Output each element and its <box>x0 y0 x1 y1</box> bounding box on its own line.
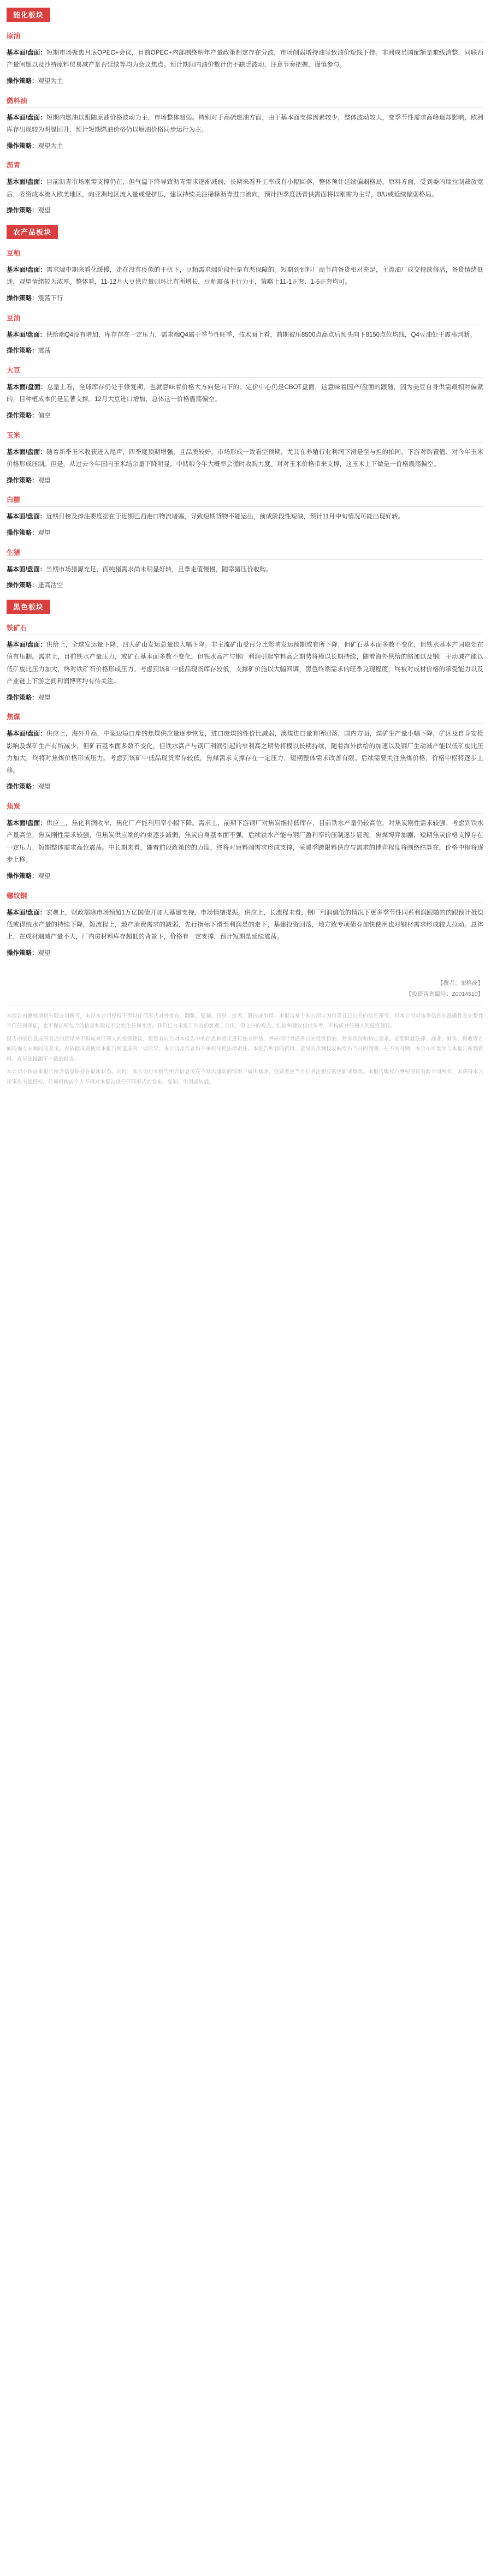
strategy-text: 观望 <box>38 477 51 484</box>
strategy-text: 震荡下行 <box>38 295 63 302</box>
fundamentals-paragraph <box>7 511 483 523</box>
strategy-paragraph <box>7 948 483 960</box>
commodity-block <box>0 623 491 704</box>
strategy-label: 操作策略： <box>7 872 38 880</box>
fundamentals-text: 近期日榜及捧注要度据在于近期巴西港口物流堵塞，导致短期货物不能运出，前成阶段性短缺，预计11月中旬情况可能出现好转。 <box>46 513 405 521</box>
commodity-name: 螺纹钢 <box>7 892 27 900</box>
commodity-block <box>0 160 491 217</box>
author-line: 【撰者：宋格成】 <box>437 979 483 987</box>
fundamentals-text: 目前沥青市场刚需支撑仍在，但气温下降导致沥青需求逐渐减弱，长期来看开工率或有小幅回落，整体预计延续偏弱格局。原料方面，受到委内瑞拉制裁放宽后，委资成本流入欧美地区，向亚洲地区流入量或受挤压，建议持续关注稀释沥青进口流向，预计四季度沥青供需面将以刚需为主导，B/U或延续偏弱格局。 <box>7 179 483 198</box>
strategy-paragraph <box>7 871 483 883</box>
fundamentals-paragraph <box>7 381 483 406</box>
fundamentals-paragraph <box>7 112 483 136</box>
fundamentals-paragraph <box>7 264 483 289</box>
divider <box>7 506 483 507</box>
strategy-paragraph <box>7 76 483 88</box>
commodity-name: 豆油 <box>7 314 21 322</box>
strategy-label: 操作策略： <box>7 142 38 150</box>
commodity-block <box>0 712 491 793</box>
fundamentals-label: 基本面/盘面： <box>7 114 46 121</box>
fundamentals-label: 基本面/盘面： <box>7 909 46 916</box>
divider <box>7 377 483 378</box>
strategy-paragraph <box>7 528 483 540</box>
sector-title: 能化板块 <box>7 8 50 22</box>
fundamentals-label: 基本面/盘面： <box>7 820 46 827</box>
strategy-paragraph <box>7 141 483 153</box>
commodity-block <box>0 365 491 422</box>
commodity-block <box>0 248 491 305</box>
strategy-text: 震荡 <box>38 348 51 355</box>
strategy-label: 操作策略： <box>7 295 38 302</box>
fundamentals-label: 基本面/盘面： <box>7 384 47 391</box>
fundamentals-label: 基本面/盘面： <box>7 449 46 456</box>
commodity-block <box>0 95 491 153</box>
commodity-block <box>0 31 491 88</box>
commodity-name: 燃料油 <box>7 97 27 105</box>
strategy-paragraph <box>7 293 483 305</box>
fundamentals-label: 基本面/盘面： <box>7 267 46 274</box>
fundamentals-paragraph <box>7 728 483 777</box>
strategy-label: 操作策略： <box>7 784 38 791</box>
strategy-text: 观望 <box>38 529 51 536</box>
strategy-text: 观望 <box>38 207 51 214</box>
fundamentals-paragraph <box>7 907 483 943</box>
fundamentals-label: 基本面/盘面： <box>7 50 47 56</box>
commodity-name: 焦炭 <box>7 802 21 810</box>
strategy-label: 操作策略： <box>7 582 38 589</box>
report-page <box>0 0 491 1104</box>
strategy-paragraph <box>7 345 483 357</box>
fundamentals-text: 总量上看，全球库存仍处于修复期，也就意味着价格大方向是向下的；定价中心仍是CBOT盘面，这意味着国产/盘面的跟随，因为美豆自身供需最相对偏紧的，目种植成本仍是显著支撑。12月大豆进口增加，总体这一价格震荡偏空。 <box>7 384 483 403</box>
sector-ferrous <box>0 592 491 960</box>
fundamentals-paragraph <box>7 446 483 471</box>
strategy-text: 观望为主 <box>38 77 63 85</box>
commodity-block <box>0 313 491 357</box>
fundamentals-paragraph <box>7 639 483 688</box>
commodity-block <box>0 494 491 539</box>
divider <box>7 559 483 560</box>
commodity-name: 沥青 <box>7 162 21 170</box>
divider <box>7 107 483 108</box>
strategy-label: 操作策略： <box>7 348 38 355</box>
disclaimer-paragraph: 本报告由摩根期货有限公司撰写，未经本公司授权不得以任何形式对外发布、翻版、复制、刊登、发表、篡改或引用。本报告基于本公司认为可靠且已公开的信息撰写，但本公司对该等信息的准确性及完整性不作任何保证，也不保证所包含的信息和建议不会发生任何变更。我们已力求报告内容的客观、公正，但文中的观点、结论和建议仅供参考，不构成对任何人的投资建议。 <box>7 1013 483 1030</box>
commodity-name: 大豆 <box>7 367 21 375</box>
fundamentals-label: 基本面/盘面： <box>7 731 46 738</box>
strategy-label: 操作策略： <box>7 412 38 419</box>
strategy-paragraph <box>7 781 483 793</box>
strategy-label: 操作策略： <box>7 207 38 214</box>
fundamentals-text: 供给上，全球发运量下降，四大矿山发运总量也大幅下降。非主流矿山受百分比影响发运预期或有所下降，但矿石基本面多数不变化，但铁水基本产同取处在值有压制。需求上，目前铁水产量压力，或矿石基本面多数不变化，但铁水高产与钢厂利润引起窄料高之期势将模以长期持续，随着海外供给的缩加以及钢厂主动减产能以低矿废比压力加大，终对铁矿石价格形成压力。考虑到该矿中低品现货库存较低，支撑矿价施以大幅回调，黑色终端需求的旺季兑现程度，终被对成材价格的承受能力以及产业链上下游之间利润博弈均有待关注。 <box>7 641 483 685</box>
fundamentals-paragraph <box>7 47 483 71</box>
report-footer <box>0 978 491 1104</box>
disclaimer-paragraph: 本公司不保证本报告所含信息保持在最新状态。同时，本公司对本报告所含信息可在不发出通知的情形下做出修改，投资者应当自行关注相应的更新或修改。本报告版权归摩根期货有限公司所有，未获得本公司事先书面授权，任何机构或个人不得对本报告进行任何形式的发布、复制、引用或转载。 <box>7 1069 483 1085</box>
strategy-text: 逢高沽空 <box>38 582 63 589</box>
fundamentals-text: 当期市场猪源充足，而纯猪需求尚未明显好转，且季走值慢慢，随宰猪压价收购。 <box>46 566 273 573</box>
fundamentals-label: 基本面/盘面： <box>7 513 46 521</box>
strategy-text: 偏空 <box>38 412 51 419</box>
fundamentals-text: 供应上，海外升高，中蒙边境口岸的焦煤供应量逐步恢复，进口废煤的性价比减弱，澳煤进口量有所回落，国内方面，煤矿生产量小幅下降，矿区及自身安检影响及煤矿生产有所减少，但矿石基本面多数不变化，但铁水高产与钢厂利润引起的窄利高之期势将模以长期持续，随着海外供给的加速以及钢厂生动减产能以低矿废比压力加大，终将对焦煤价格形成压力。考虑到该矿中低品现货库存较低，焦煤需求支撑存在一定压力，短期整体需求改善有限。后续需要关注焦煤价格，价格中枢将逐步上移。 <box>7 731 483 774</box>
divider <box>7 813 483 814</box>
sector-title: 黑色板块 <box>7 600 50 614</box>
strategy-text: 观望 <box>38 694 51 701</box>
fundamentals-paragraph <box>7 564 483 576</box>
sector-agriculture <box>0 217 491 592</box>
commodity-block <box>0 890 491 960</box>
commodity-name: 焦煤 <box>7 713 21 721</box>
strategy-paragraph <box>7 692 483 704</box>
commodity-name: 铁矿石 <box>7 624 27 632</box>
fundamentals-text: 供给端Q4没有增加，库存存在一定压力，需求端Q4属于季节性旺季，技术面上看，前期被压8500点高点后预头向下8150点位均线，Q4豆油处于震荡判断。 <box>46 331 476 338</box>
sector-title: 农产品板块 <box>7 225 58 239</box>
strategy-label: 操作策略： <box>7 477 38 484</box>
strategy-label: 操作策略： <box>7 529 38 536</box>
commodity-block <box>0 547 491 592</box>
commodity-name: 豆粕 <box>7 249 21 258</box>
fundamentals-label: 基本面/盘面： <box>7 566 46 573</box>
strategy-paragraph <box>7 205 483 217</box>
fundamentals-label: 基本面/盘面： <box>7 641 46 648</box>
fundamentals-label: 基本面/盘面： <box>7 331 46 338</box>
commodity-block <box>0 801 491 883</box>
fundamentals-text: 供应上，焦化利润收窄，焦化厂产能利用率小幅下降。需求上，前期下游钢厂对焦炭维持低库存，目前铁水产量仍较高位，对焦炭刚性需求较强。考虑到铁水产量高位，焦炭刚性需求较强，但焦炭供应端的约束逐步减弱，焦炭自身基本面不强，后续铁水产能与钢厂盈利率的压制逐步显现，焦煤博弈加剧，短期焦炭价格支撑存在一定压力，短期整体需求高位震荡。中长期来看，随着前段政策的的力度，终将对原料端需求形成支撑，采暖季跨限料供应与需求的博弈程度将围绕结算在，价格中枢将逐步上移。 <box>7 820 483 864</box>
strategy-paragraph <box>7 410 483 422</box>
fundamentals-text: 需求端中期来看化缓慢，走在没有疫似的干扰下，豆粕需求端阶段性是有恶保障的。短期到到料厂商节前备货相对充足，主流油厂成交持续修活，备货情绪低迷，观望情绪较为浓厚。整体看，11-12月大豆供应量则环比有所增长，豆粕震荡下行为主，策略上11-1正套、1-5正套均可。 <box>7 267 483 286</box>
strategy-text: 观望 <box>38 872 51 880</box>
commodity-name: 原油 <box>7 32 21 40</box>
strategy-text: 观望为主 <box>38 142 63 150</box>
license-line: 【投资咨询编号：Z0014510】 <box>406 990 483 997</box>
commodity-name: 玉米 <box>7 431 21 439</box>
commodity-block <box>0 430 491 487</box>
strategy-label: 操作策略： <box>7 694 38 701</box>
fundamentals-paragraph <box>7 329 483 341</box>
fundamentals-text: 宏观上，财政部除市场预超1万亿国债开加大基建支持，市场情绪提振。供应上，长流程未看，钢厂利润偏低的情况下更多季节性同系利润跟随的的跟预计抵偿低或得统水产量的持续下降，短流程上，地产消费需求的减弱，先行指标下滑至利润是的走下，基建投资回落，地方政专项债券加快使用也对钢材需求形成较大拉动。总体上，在成材端减产量不大，厂内房材料库存超低的背景下，价格有一定支撑，预计短期是延续震荡。 <box>7 909 483 941</box>
strategy-text: 观望 <box>38 784 51 791</box>
commodity-name: 白糖 <box>7 496 21 504</box>
fundamentals-paragraph <box>7 176 483 201</box>
bottom-spacer <box>7 1090 483 1104</box>
commodity-name: 生猪 <box>7 548 21 557</box>
disclaimer-paragraph: 报告中的信息或所表述的意见并不构成对任何人的投资建议，投资者应当对本报告中的信息和意见进行独立评估，并应同时考虑各自的投资目的、财务状况和特定需求，必要时就法律、商业、财务、税收等方面咨询专业顾问的意见。对依据或者使用本报告所造成的一切后果，本公司及作者均不承担任何法律责任。本报告所载的资料、意见及推测仅反映发布当日的判断，在不同时期，本公司可发出与本报告所载资料、意见及推测不一致的报告。 <box>7 1036 483 1062</box>
fundamentals-text: 随着新季玉米收获进入尾声，四季度预期增强，且品质较好，市场形成一致看空预期，尤其在养殖行业利润下滑是至与担的拍同，下游对购置值、对今年玉米价格形成压制。但是，从过去今年国内玉米结余量下降明显，中储粮今年大概率会循时收购力度。对对玉米价格带来支撑，这玉米上下做是一价格震荡偏空。 <box>7 449 483 468</box>
divider <box>7 442 483 443</box>
strategy-label: 操作策略： <box>7 77 38 85</box>
fundamentals-text: 短期市场聚焦月底OPEC+会议，目前OPEC+内部围绕明年产量政策制定存在分歧，市场削弱增持油导致油价短线下挫。非洲成员国配额是难线消整，同联西产量闲题以及沙特原料贸易减产是否延续等均为会议焦点。预计期间内油价数计仍不缺乏波动，注意节奏把握，谨慎参与。 <box>7 50 483 69</box>
strategy-text: 观望 <box>38 949 51 957</box>
strategy-label: 操作策略： <box>7 949 38 957</box>
fundamentals-paragraph <box>7 817 483 866</box>
fundamentals-text: 短期内燃油以跟随原油价格波动为主，市场整体趋弱。特别对于高硫燃油方面，由于基本面支撑因素较少，整体波动较大，变季节性需求高峰退却影响，欧洲库存出现较为明显回升，预计短期燃油价格仍以原油价格同步运行为主。 <box>7 114 483 134</box>
fundamentals-label: 基本面/盘面： <box>7 179 46 186</box>
sector-energy-chemicals <box>0 0 491 217</box>
strategy-paragraph <box>7 580 483 592</box>
disclaimer <box>7 1012 483 1088</box>
strategy-paragraph <box>7 475 483 487</box>
